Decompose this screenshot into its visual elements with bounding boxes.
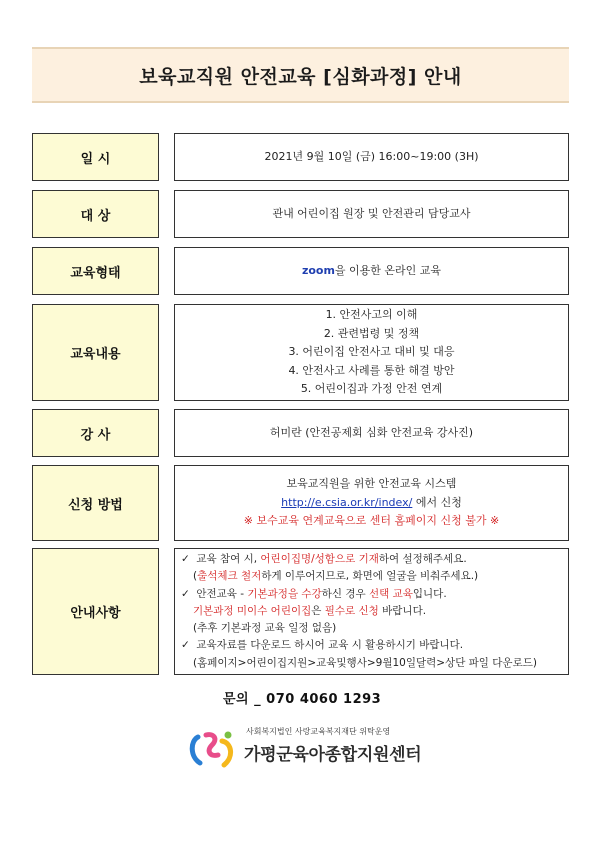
- apply-link-suffix: 에서 신청: [412, 495, 462, 509]
- notice-line5: (추후 기본과정 교육 일정 없음): [193, 622, 337, 635]
- apply-warning: ※ 보수교육 연계교육으로 센터 홈페이지 신청 불가 ※: [243, 514, 500, 528]
- notice-line2: [181, 568, 478, 585]
- notice-text: 교육 참여 시,: [193, 552, 261, 565]
- apply-link[interactable]: http://e.csia.or.kr/index/: [281, 495, 413, 509]
- notice-text: (: [193, 570, 198, 583]
- apply-line2: [281, 494, 462, 513]
- content-item-1: 1. 안전사고의 이해: [325, 308, 418, 322]
- notice-text: 하여 설정해주세요.: [378, 552, 467, 565]
- date-value: 2021년 9월 10일 (금) 16:00~19:00 (3H): [264, 149, 479, 163]
- center-logo-name: 가평군육아종합지원센터: [244, 745, 422, 765]
- content-target: [174, 190, 569, 238]
- notice-text: 입니다.: [412, 587, 447, 600]
- notice-text: 은: [311, 604, 325, 617]
- notice-line1: [181, 551, 467, 568]
- zoom-word: zoom: [301, 263, 335, 277]
- content-item-5: 5. 어린이집과 가정 안전 연계: [300, 382, 443, 396]
- label-target: 대 상: [32, 190, 159, 238]
- center-logo: [188, 725, 428, 775]
- contact-phone: 문의 _ 070 4060 1293: [223, 692, 382, 707]
- notice-highlight: 어린이집명/성함으로 기재: [260, 552, 379, 565]
- notice-highlight: 기본과정을 수강: [247, 587, 322, 600]
- notice-text: 교육자료를 다운로드 하시어 교육 시 활용하시기 바랍니다.: [193, 639, 464, 652]
- content-contents: [174, 304, 569, 401]
- notice-line6: [181, 637, 463, 654]
- format-text: 을 이용한 온라인 교육: [334, 263, 442, 277]
- notice-line4: [181, 603, 426, 620]
- instructor-value: 허미란 (안전공제회 심화 안전교육 강사진): [269, 425, 474, 439]
- label-date: 일 시: [32, 133, 159, 181]
- label-format: 교육형태: [32, 247, 159, 295]
- notice-highlight: 기본과정 미이수 어린이집: [193, 604, 312, 617]
- check-icon: ✓: [181, 587, 190, 600]
- label-apply: 신청 방법: [32, 465, 159, 541]
- notice-text: 하신 경우: [321, 587, 369, 600]
- apply-line1: 보육교직원을 위한 안전교육 시스템: [286, 477, 457, 491]
- format-value: [302, 262, 441, 281]
- check-icon: ✓: [181, 552, 190, 565]
- title-banner: [32, 47, 569, 103]
- notice-highlight: 필수로 신청: [324, 604, 379, 617]
- notice-text: 바랍니다.: [378, 604, 427, 617]
- content-item-2: 2. 관련법령 및 정책: [323, 326, 420, 340]
- label-instructor: 강 사: [32, 409, 159, 457]
- content-apply: [174, 465, 569, 541]
- target-value: 관내 어린이집 원장 및 안전관리 담당교사: [272, 206, 471, 220]
- content-date: [174, 133, 569, 181]
- center-logo-icon: [188, 727, 236, 771]
- content-format: [174, 247, 569, 295]
- page-title: 보육교직원 안전교육 [심화과정] 안내: [139, 65, 462, 88]
- notice-text: 안전교육 -: [193, 587, 248, 600]
- label-notice: 안내사항: [32, 548, 159, 675]
- notice-line7: (홈페이지>어린이집지원>교육및행사>9월10일달력>상단 파일 다운로드): [193, 656, 537, 669]
- content-item-3: 3. 어린이집 안전사고 대비 및 대응: [288, 345, 455, 359]
- notice-highlight: 선택 교육: [368, 587, 413, 600]
- notice-highlight: 출석체크 철저: [197, 570, 262, 583]
- notice-line3: [181, 586, 447, 603]
- notice-text: 하게 이루어지므로, 화면에 얼굴을 비춰주세요.): [261, 570, 479, 583]
- center-logo-subtitle: 사회복지법인 사랑교육복지재단 위탁운영: [246, 727, 391, 736]
- check-icon: ✓: [181, 639, 190, 652]
- content-notice: [174, 548, 569, 675]
- content-instructor: [174, 409, 569, 457]
- content-item-4: 4. 안전사고 사례를 통한 해결 방안: [288, 363, 455, 377]
- label-contents: 교육내용: [32, 304, 159, 401]
